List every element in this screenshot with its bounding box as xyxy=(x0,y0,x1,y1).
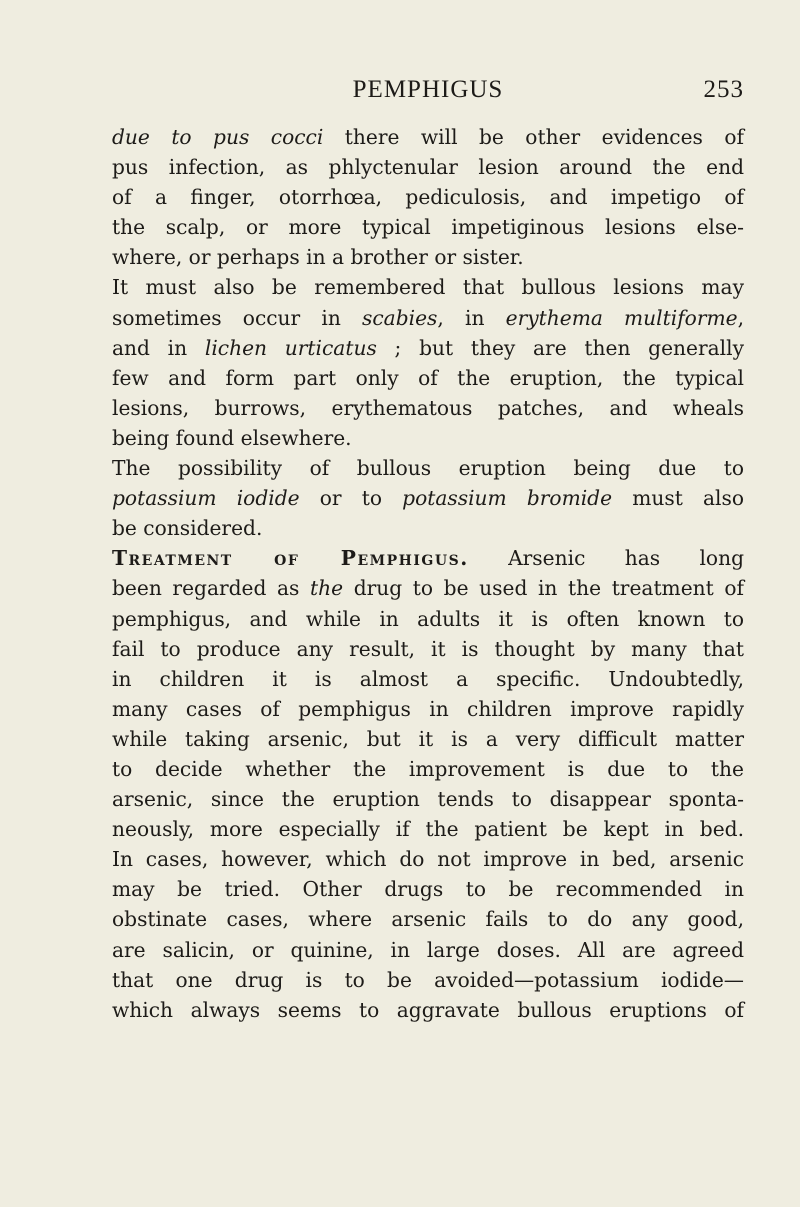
text-segment: and in xyxy=(112,335,205,360)
text-line: where, or perhaps in a brother or sister. xyxy=(112,245,524,270)
text-line: may be tried. Other drugs to be recommended in xyxy=(112,877,744,902)
text-line xyxy=(112,122,744,152)
text-segment: , xyxy=(737,305,744,330)
text-line: be considered. xyxy=(112,516,263,541)
text-segment: or to xyxy=(299,486,403,511)
running-head xyxy=(112,76,744,106)
text-line: are salicin, or quinine, in large doses. All are agreed xyxy=(112,937,744,962)
text-line: arsenic, since the eruption tends to disappear sponta- xyxy=(112,787,744,812)
text-line xyxy=(112,333,744,363)
text-line: In cases, however, which do not improve in bed, arsenic xyxy=(112,847,744,872)
text-segment: , in xyxy=(437,305,506,330)
running-title: PEMPHIGUS xyxy=(352,76,504,103)
text-segment: must also xyxy=(612,486,744,511)
text-line: of a finger, otorrhœa, pediculosis, and impetigo of xyxy=(112,185,744,210)
text-line: being found elsewhere. xyxy=(112,425,352,450)
italic-phrase: lichen urticatus xyxy=(204,335,377,360)
text-segment: Arsenic has long xyxy=(468,546,745,571)
italic-phrase: potassium iodide xyxy=(112,486,300,511)
text-line xyxy=(112,483,744,513)
text-line: while taking arsenic, but it is a very difficult matter xyxy=(112,726,744,751)
text-line: pus infection, as phlyctenular lesion around the end xyxy=(112,155,744,180)
italic-phrase: erythema multiforme xyxy=(505,305,738,330)
text-line xyxy=(112,543,744,573)
text-segment: drug to be used in the treatment of xyxy=(343,576,744,601)
page-number: 253 xyxy=(703,76,744,103)
italic-phrase: due to pus cocci xyxy=(112,125,324,149)
section-heading: Treatment of Pemphigus. xyxy=(112,546,469,571)
text-line: The possibility of bullous eruption being due to xyxy=(112,456,744,481)
body-text xyxy=(112,122,744,1025)
italic-phrase: scabies xyxy=(362,305,438,330)
text-line: lesions, burrows, erythematous patches, and wheals xyxy=(112,395,744,420)
text-line: few and form part only of the eruption, the typical xyxy=(112,365,744,390)
text-line: in children it is almost a specific. Undoubtedly, xyxy=(112,666,744,691)
text-line: that one drug is to be avoided—potassium iodide— xyxy=(112,967,744,992)
text-segment: been regarded as xyxy=(112,576,311,601)
text-line: to decide whether the improvement is due to the xyxy=(112,756,744,781)
text-line: the scalp, or more typical impetiginous lesions else- xyxy=(112,215,744,240)
text-segment: there will be other evidences of xyxy=(323,125,744,149)
text-line: pemphigus, and while in adults it is often known to xyxy=(112,606,744,631)
text-line: obstinate cases, where arsenic fails to do any good, xyxy=(112,907,744,932)
text-line xyxy=(112,303,744,333)
text-segment: ; but they are then generally xyxy=(376,335,744,360)
text-line: It must also be remembered that bullous lesions may xyxy=(112,275,744,300)
text-line: which always seems to aggravate bullous eruptions of xyxy=(112,997,744,1022)
text-segment: sometimes occur in xyxy=(112,305,363,330)
italic-phrase: potassium bromide xyxy=(402,486,613,511)
text-line: fail to produce any result, it is thought by many that xyxy=(112,636,744,661)
italic-phrase: the xyxy=(310,576,344,601)
text-line xyxy=(112,573,744,603)
text-line: many cases of pemphigus in children improve rapidly xyxy=(112,696,744,721)
text-line: neously, more especially if the patient be kept in bed. xyxy=(112,817,744,842)
